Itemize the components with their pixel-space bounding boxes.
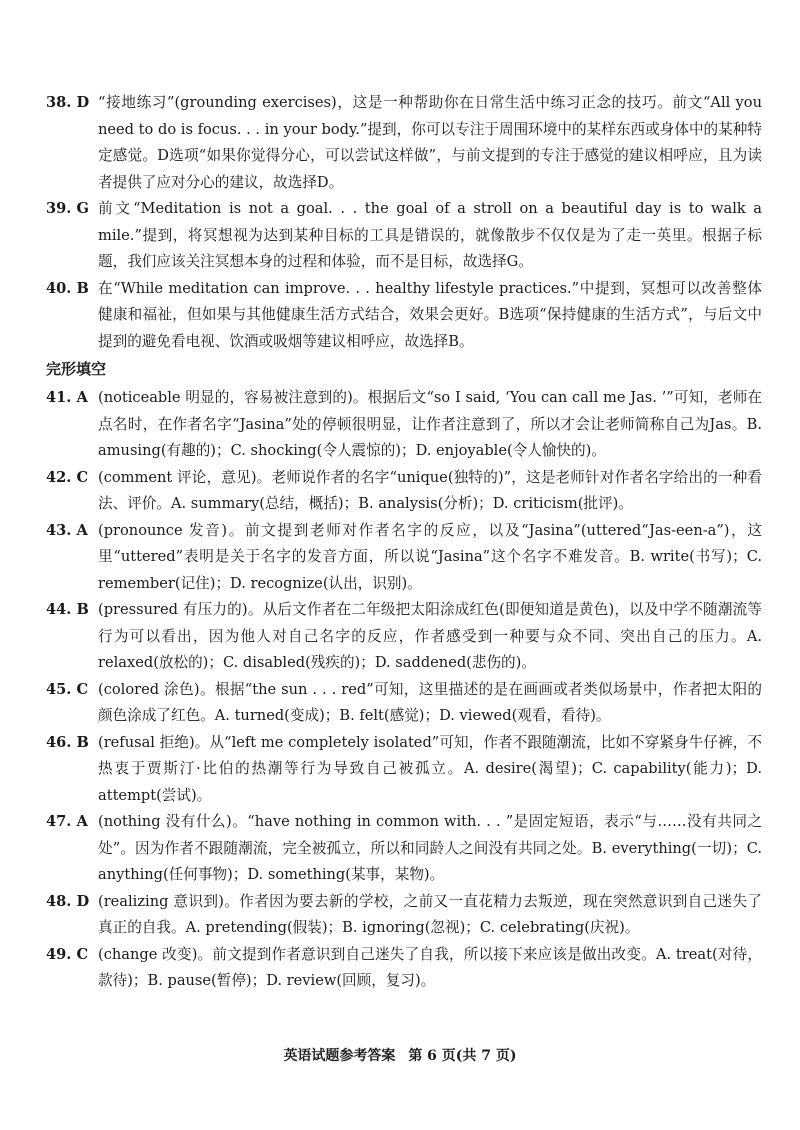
answer-item-49 <box>46 942 762 995</box>
answer-explanation: (change 改变)。前文提到作者意识到自己迷失了自我，所以接下来应该是做出改变。A. treat(对待，款待)；B. pause(暂停)；D. review(回顾，复习)。 <box>98 945 762 989</box>
answer-number: 42. C <box>46 468 89 486</box>
answer-item-45 <box>46 677 762 730</box>
answer-number: 41. A <box>46 389 88 406</box>
answer-explanation: (nothing 没有什么)。“have nothing in common with. . . ”是固定短语，表示“与……没有共同之处”。因为作者不跟随潮流，完全被孤立，所以和同龄人之间没有共同之处。B. everything(一切)；C. anything(任何事物)；D. something(某事，某物)。 <box>98 813 762 883</box>
answer-item-39 <box>46 196 762 276</box>
answer-item-47 <box>46 809 762 889</box>
answer-item-42 <box>46 465 762 518</box>
answer-number: 47. A <box>46 813 88 830</box>
answer-number: 44. B <box>46 601 89 618</box>
section-title-cloze: 完形填空 <box>46 360 107 378</box>
answer-explanation: (pressured 有压力的)。从后文作者在二年级把太阳涂成红色(即便知道是黄色)，以及中学不随潮流等行为可以看出，因为他人对自己名字的反应，作者感受到一种要与众不同、突出自己的压力。A. relaxed(放松的)；C. disabled(残疾的)；D. saddened(悲伤的)。 <box>98 601 762 671</box>
answer-number: 48. D <box>46 892 90 910</box>
answer-number: 45. C <box>46 680 89 698</box>
answer-explanation: (colored 涂色)。根据“the sun . . . red”可知，这里描述的是在画画或者类似场景中，作者把太阳的颜色涂成了红色。A. turned(变成)；B. felt(感觉)；D. viewed(观看，看待)。 <box>98 680 762 724</box>
footer-title: 英语试题参考答案 <box>283 1048 396 1064</box>
answer-explanation: (comment 评论，意见)。老师说作者的名字“unique(独特的)”，这是老师针对作者名字给出的一种看法、评价。A. summary(总结，概括)；B. analysis(分析)；D. criticism(批评)。 <box>98 468 762 512</box>
answer-explanation: 前文“Meditation is not a goal. . . the goal of a stroll on a beautiful day is to walk a mile.”提到，将冥想视为达到某种目标的工具是错误的，就像散步不仅仅是为了走一英里。根据子标题，我们应该关注冥想本身的过程和体验，而不是目标，故选择G。 <box>98 200 762 270</box>
answer-item-46 <box>46 730 762 810</box>
answer-item-48 <box>46 889 762 942</box>
footer-page-number: 第 6 页(共 7 页) <box>408 1048 517 1064</box>
answer-explanation: (pronounce 发音)。前文提到老师对作者名字的反应，以及“Jasina”(uttered“Jas-een-a”)，这里“uttered”表明是关于名字的发音方面，所以说“Jasina”这个名字不难发音。B. write(书写)；C. remember(记住)；D. recognize(认出，识别)。 <box>98 521 762 592</box>
answer-explanation: “接地练习”(grounding exercises)，这是一种帮助你在日常生活中练习正念的技巧。前文“All you need to do is focus. . . in your body.”提到，你可以专注于周围环境中的某样东西或身体中的某种特定感觉。D选项“如果你觉得分心，可以尝试这样做”，与前文提到的专注于感觉的建议相呼应，且为读者提供了应对分心的建议，故选择D。 <box>98 94 762 191</box>
answer-number: 39. G <box>46 200 89 217</box>
page-footer <box>0 1045 800 1065</box>
answer-number: 46. B <box>46 733 89 751</box>
answer-explanation: (noticeable 明显的，容易被注意到的)。根据后文“so I said, ‘You can call me Jas. ’”可知，老师在点名时，在作者名字“Jasina”处的停顿很明显，让作者注意到了，所以才会让老师简称自己为Jas。B. amusing(有趣的)；C. shocking(令人震惊的)；D. enjoyable(令人愉快的)。 <box>98 389 762 459</box>
answer-item-44 <box>46 597 762 677</box>
answer-number: 38. D <box>46 94 90 111</box>
answer-explanation: (realizing 意识到)。作者因为要去新的学校，之前又一直花精力去叛逆，现在突然意识到自己迷失了真正的自我。A. pretending(假装)；B. ignoring(忽视)；C. celebrating(庆祝)。 <box>98 892 762 936</box>
answer-explanation: 在“While meditation can improve. . . healthy lifestyle practices.”中提到，冥想可以改善整体健康和福祉，但如果与其他健康生活方式结合，效果会更好。B选项“保持健康的生活方式”，与后文中提到的避免看电视、饮酒或吸烟等建议相呼应，故选择B。 <box>98 279 762 350</box>
answer-item-41 <box>46 385 762 465</box>
answer-item-38 <box>46 90 762 196</box>
answer-item-40 <box>46 276 762 356</box>
answer-item-43 <box>46 518 762 598</box>
answer-explanation: (refusal 拒绝)。从“left me completely isolated”可知，作者不跟随潮流，比如不穿紧身牛仔裤，不热衷于贾斯汀·比伯的热潮等行为导致自己被孤立。A. desire(渴望)；C. capability(能力)；D. attempt(尝试)。 <box>98 733 762 804</box>
answer-number: 40. B <box>46 279 89 297</box>
answer-number: 49. C <box>46 945 89 963</box>
answer-number: 43. A <box>46 521 88 539</box>
